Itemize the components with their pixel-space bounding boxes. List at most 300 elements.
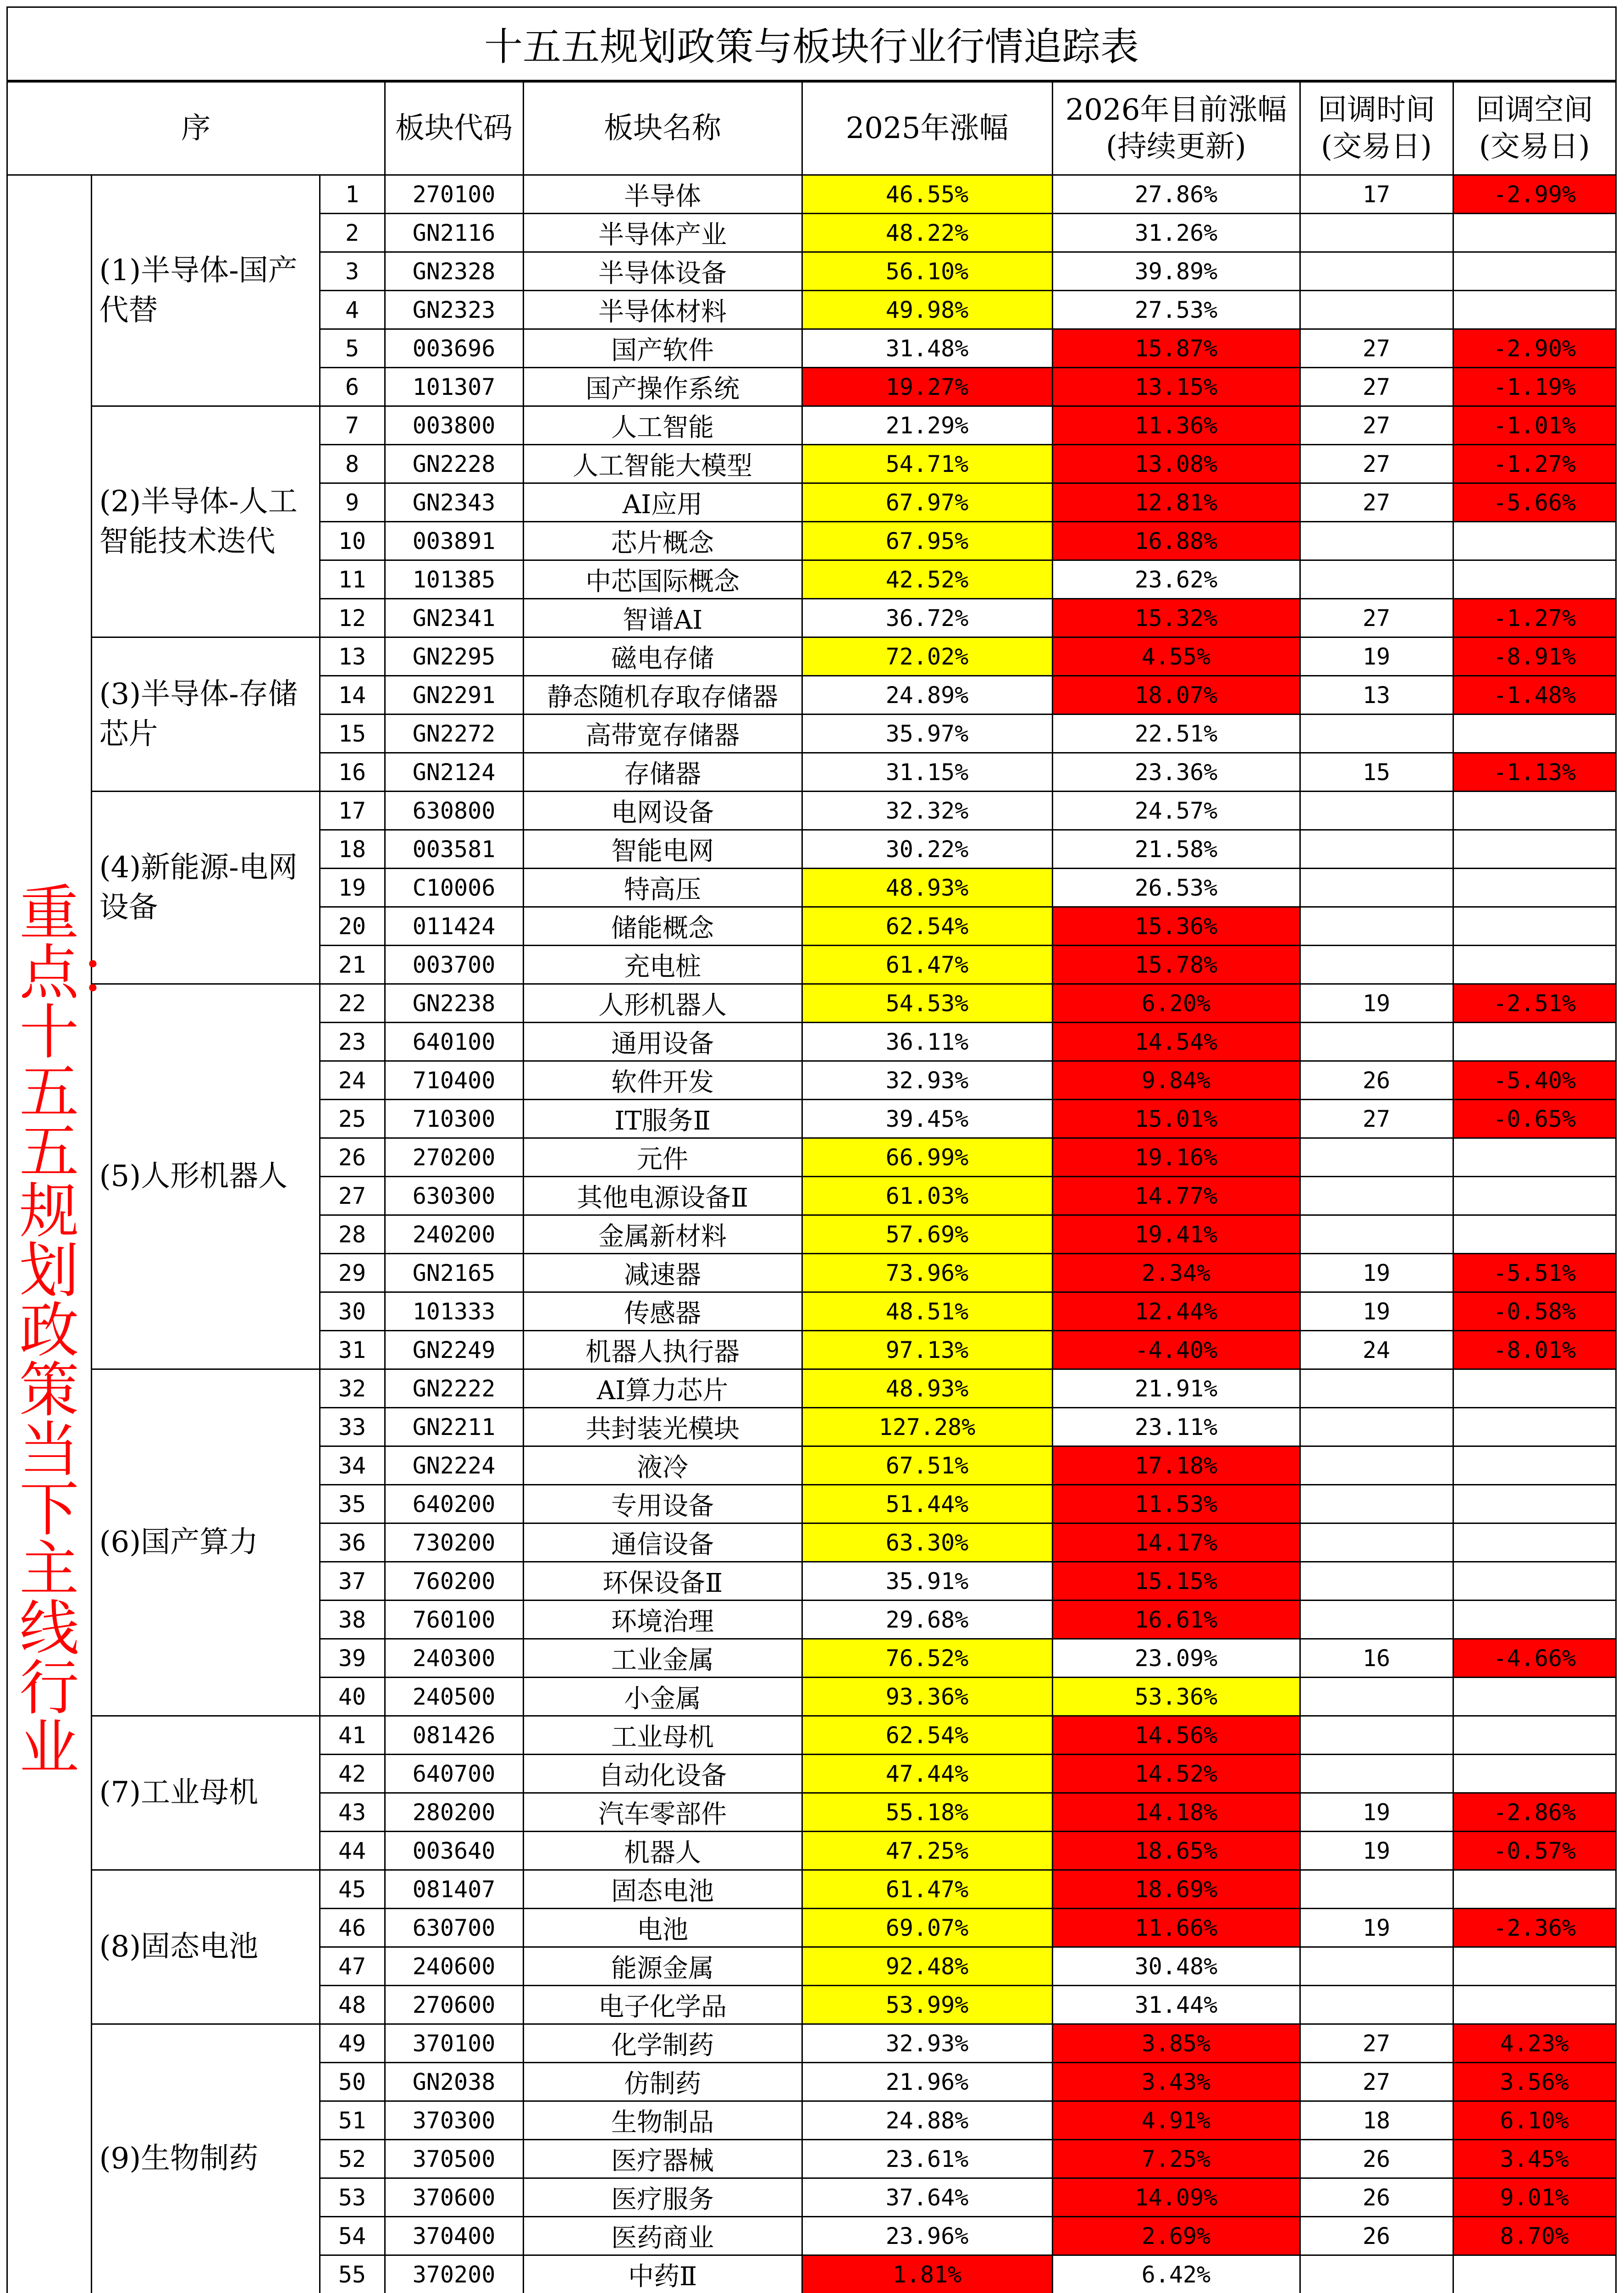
table-body xyxy=(8,175,1615,2293)
sector-code: 760100 xyxy=(385,1601,523,1639)
pullback-days xyxy=(1300,907,1453,946)
row-number: 44 xyxy=(320,1832,385,1870)
pullback-space: -2.51% xyxy=(1453,984,1615,1023)
pullback-days xyxy=(1300,522,1453,560)
pullback-days: 27 xyxy=(1300,2024,1453,2063)
sector-code: 240500 xyxy=(385,1678,523,1716)
gain-2025: 93.36% xyxy=(802,1678,1052,1716)
sector-code: C10006 xyxy=(385,869,523,907)
row-number: 35 xyxy=(320,1485,385,1523)
header-code: 板块代码 xyxy=(385,82,523,175)
gain-2026: 16.61% xyxy=(1052,1601,1300,1639)
row-number: 34 xyxy=(320,1446,385,1485)
row-number: 36 xyxy=(320,1523,385,1562)
sheet-title: 十五五规划政策与板块行业行情追踪表 xyxy=(8,8,1615,81)
gain-2026: 15.01% xyxy=(1052,1100,1300,1138)
sector-name: 人工智能大模型 xyxy=(523,445,802,483)
pullback-days xyxy=(1300,560,1453,599)
sector-name: 生物制品 xyxy=(523,2101,802,2140)
gain-2025: 24.89% xyxy=(802,676,1052,714)
pullback-space: -2.36% xyxy=(1453,1909,1615,1947)
sector-code: 370300 xyxy=(385,2101,523,2140)
gain-2025: 47.25% xyxy=(802,1832,1052,1870)
pullback-days xyxy=(1300,792,1453,830)
pullback-days xyxy=(1300,1716,1453,1755)
row-number: 22 xyxy=(320,984,385,1023)
sector-code: 640100 xyxy=(385,1023,523,1061)
row-number: 15 xyxy=(320,714,385,753)
gain-2026: 6.20% xyxy=(1052,984,1300,1023)
pullback-space: -5.51% xyxy=(1453,1254,1615,1292)
gain-2025: 53.99% xyxy=(802,1986,1052,2024)
gain-2025: 67.97% xyxy=(802,483,1052,522)
gain-2025: 32.93% xyxy=(802,1061,1052,1100)
header-pullback-days-line2: (交易日) xyxy=(1321,130,1432,164)
pullback-space xyxy=(1453,1446,1615,1485)
sector-code: 011424 xyxy=(385,907,523,946)
gain-2026: 11.66% xyxy=(1052,1909,1300,1947)
gain-2025: 32.32% xyxy=(802,792,1052,830)
sector-code: GN2228 xyxy=(385,445,523,483)
row-number: 54 xyxy=(320,2217,385,2255)
pullback-space xyxy=(1453,2255,1615,2293)
table-row xyxy=(8,175,1615,214)
gain-2026: 4.55% xyxy=(1052,637,1300,676)
row-number: 42 xyxy=(320,1755,385,1793)
gain-2025: 76.52% xyxy=(802,1639,1052,1678)
sector-code: 270100 xyxy=(385,175,523,214)
sector-name: 机器人 xyxy=(523,1832,802,1870)
pullback-space xyxy=(1453,1986,1615,2024)
sector-name: 国产操作系统 xyxy=(523,368,802,406)
row-number: 30 xyxy=(320,1292,385,1331)
pullback-days: 26 xyxy=(1300,2140,1453,2178)
row-number: 38 xyxy=(320,1601,385,1639)
pullback-days: 27 xyxy=(1300,445,1453,483)
pullback-days xyxy=(1300,1523,1453,1562)
gain-2025: 61.03% xyxy=(802,1177,1052,1215)
tracking-sheet xyxy=(6,6,1617,2293)
gain-2025: 54.71% xyxy=(802,445,1052,483)
sector-name: 通用设备 xyxy=(523,1023,802,1061)
pullback-days xyxy=(1300,1601,1453,1639)
gain-2026: 14.77% xyxy=(1052,1177,1300,1215)
gain-2025: 21.96% xyxy=(802,2063,1052,2101)
row-number: 43 xyxy=(320,1793,385,1832)
sector-name: 通信设备 xyxy=(523,1523,802,1562)
gain-2025: 19.27% xyxy=(802,368,1052,406)
pullback-space: -4.66% xyxy=(1453,1639,1615,1678)
row-number: 32 xyxy=(320,1369,385,1408)
pullback-days: 19 xyxy=(1300,1832,1453,1870)
pullback-days: 18 xyxy=(1300,2101,1453,2140)
pullback-days: 27 xyxy=(1300,599,1453,637)
pullback-space: -8.91% xyxy=(1453,637,1615,676)
sector-name: 其他电源设备Ⅱ xyxy=(523,1177,802,1215)
pullback-days: 19 xyxy=(1300,637,1453,676)
row-number: 41 xyxy=(320,1716,385,1755)
row-number: 25 xyxy=(320,1100,385,1138)
sector-code: 240200 xyxy=(385,1215,523,1254)
gain-2025: 67.95% xyxy=(802,522,1052,560)
row-number: 4 xyxy=(320,291,385,329)
sector-code: GN2038 xyxy=(385,2063,523,2101)
pullback-space xyxy=(1453,252,1615,291)
pullback-space xyxy=(1453,1408,1615,1446)
pullback-space: -2.99% xyxy=(1453,175,1615,214)
gain-2025: 92.48% xyxy=(802,1947,1052,1986)
gain-2026: 15.15% xyxy=(1052,1562,1300,1601)
gain-2025: 56.10% xyxy=(802,252,1052,291)
pullback-days: 19 xyxy=(1300,1793,1453,1832)
pullback-space: -0.58% xyxy=(1453,1292,1615,1331)
row-number: 39 xyxy=(320,1639,385,1678)
pullback-days: 27 xyxy=(1300,1100,1453,1138)
pullback-space xyxy=(1453,1023,1615,1061)
gain-2026: 21.91% xyxy=(1052,1369,1300,1408)
gain-2026: 18.65% xyxy=(1052,1832,1300,1870)
sector-name: 液冷 xyxy=(523,1446,802,1485)
table-row xyxy=(8,984,1615,1023)
gain-2026: 14.52% xyxy=(1052,1755,1300,1793)
row-number: 45 xyxy=(320,1870,385,1909)
side-label-text: 重点：十五五规划政策当下主线行业 xyxy=(19,878,139,1783)
header-gain-2026-line2: (持续更新) xyxy=(1106,130,1246,164)
row-number: 52 xyxy=(320,2140,385,2178)
pullback-space: 4.23% xyxy=(1453,2024,1615,2063)
sector-name: 高带宽存储器 xyxy=(523,714,802,753)
pullback-space: -5.40% xyxy=(1453,1061,1615,1100)
sector-code: 280200 xyxy=(385,1793,523,1832)
pullback-space: -8.01% xyxy=(1453,1331,1615,1369)
pullback-days xyxy=(1300,869,1453,907)
pullback-space xyxy=(1453,560,1615,599)
sector-name: 人形机器人 xyxy=(523,984,802,1023)
pullback-space xyxy=(1453,1755,1615,1793)
pullback-space xyxy=(1453,714,1615,753)
sector-name: 存储器 xyxy=(523,753,802,792)
pullback-days: 15 xyxy=(1300,753,1453,792)
sector-code: 003700 xyxy=(385,946,523,984)
pullback-space: -0.65% xyxy=(1453,1100,1615,1138)
pullback-space xyxy=(1453,1716,1615,1755)
pullback-days: 27 xyxy=(1300,406,1453,445)
sector-code: GN2224 xyxy=(385,1446,523,1485)
gain-2026: 9.84% xyxy=(1052,1061,1300,1100)
gain-2026: 3.85% xyxy=(1052,2024,1300,2063)
sector-name: 小金属 xyxy=(523,1678,802,1716)
header-gain-2026-line1: 2026年目前涨幅 xyxy=(1065,93,1287,127)
pullback-days: 19 xyxy=(1300,984,1453,1023)
row-number: 50 xyxy=(320,2063,385,2101)
gain-2026: 15.36% xyxy=(1052,907,1300,946)
sector-name: 环保设备Ⅱ xyxy=(523,1562,802,1601)
pullback-days xyxy=(1300,714,1453,753)
sector-code: GN2291 xyxy=(385,676,523,714)
gain-2026: 27.86% xyxy=(1052,175,1300,214)
pullback-days xyxy=(1300,1562,1453,1601)
sector-name: 医疗器械 xyxy=(523,2140,802,2178)
pullback-days xyxy=(1300,1870,1453,1909)
row-number: 3 xyxy=(320,252,385,291)
pullback-days xyxy=(1300,1446,1453,1485)
gain-2025: 61.47% xyxy=(802,946,1052,984)
pullback-days: 26 xyxy=(1300,2217,1453,2255)
pullback-space xyxy=(1453,869,1615,907)
gain-2025: 36.72% xyxy=(802,599,1052,637)
group-label: (1)半导体-国产代替 xyxy=(91,175,320,406)
sector-code: GN2295 xyxy=(385,637,523,676)
row-number: 5 xyxy=(320,329,385,368)
pullback-space: 3.45% xyxy=(1453,2140,1615,2178)
gain-2025: 32.93% xyxy=(802,2024,1052,2063)
sector-name: 储能概念 xyxy=(523,907,802,946)
sector-name: 半导体材料 xyxy=(523,291,802,329)
pullback-days xyxy=(1300,1215,1453,1254)
gain-2026: 19.41% xyxy=(1052,1215,1300,1254)
group-label: (4)新能源-电网设备 xyxy=(91,792,320,984)
pullback-days: 26 xyxy=(1300,2178,1453,2217)
sector-name: 磁电存储 xyxy=(523,637,802,676)
row-number: 21 xyxy=(320,946,385,984)
row-number: 37 xyxy=(320,1562,385,1601)
row-number: 16 xyxy=(320,753,385,792)
group-label: (9)生物制药 xyxy=(91,2024,320,2293)
sector-code: 003800 xyxy=(385,406,523,445)
pullback-space: -5.66% xyxy=(1453,483,1615,522)
sector-name: 环境治理 xyxy=(523,1601,802,1639)
sector-name: 中药Ⅱ xyxy=(523,2255,802,2293)
row-number: 14 xyxy=(320,676,385,714)
pullback-space: -1.01% xyxy=(1453,406,1615,445)
pullback-space xyxy=(1453,1485,1615,1523)
pullback-space xyxy=(1453,214,1615,252)
sector-code: GN2222 xyxy=(385,1369,523,1408)
header-pullback-days xyxy=(1300,82,1453,175)
pullback-space xyxy=(1453,907,1615,946)
row-number: 17 xyxy=(320,792,385,830)
gain-2026: 11.36% xyxy=(1052,406,1300,445)
gain-2026: 53.36% xyxy=(1052,1678,1300,1716)
sector-code: 003640 xyxy=(385,1832,523,1870)
gain-2025: 29.68% xyxy=(802,1601,1052,1639)
gain-2025: 48.93% xyxy=(802,1369,1052,1408)
table-row xyxy=(8,2024,1615,2063)
gain-2025: 46.55% xyxy=(802,175,1052,214)
gain-2025: 72.02% xyxy=(802,637,1052,676)
pullback-days: 17 xyxy=(1300,175,1453,214)
gain-2025: 23.96% xyxy=(802,2217,1052,2255)
gain-2025: 21.29% xyxy=(802,406,1052,445)
row-number: 11 xyxy=(320,560,385,599)
sector-code: GN2323 xyxy=(385,291,523,329)
gain-2025: 62.54% xyxy=(802,907,1052,946)
pullback-space xyxy=(1453,1369,1615,1408)
gain-2025: 48.93% xyxy=(802,869,1052,907)
gain-2026: 23.11% xyxy=(1052,1408,1300,1446)
sector-code: GN2165 xyxy=(385,1254,523,1292)
pullback-space xyxy=(1453,1601,1615,1639)
row-number: 20 xyxy=(320,907,385,946)
gain-2025: 57.69% xyxy=(802,1215,1052,1254)
sector-code: 270600 xyxy=(385,1986,523,2024)
pullback-space xyxy=(1453,1562,1615,1601)
row-number: 1 xyxy=(320,175,385,214)
gain-2026: 31.44% xyxy=(1052,1986,1300,2024)
pullback-space: 8.70% xyxy=(1453,2217,1615,2255)
gain-2026: 14.18% xyxy=(1052,1793,1300,1832)
gain-2026: 23.36% xyxy=(1052,753,1300,792)
group-label: (7)工业母机 xyxy=(91,1716,320,1870)
pullback-days xyxy=(1300,1678,1453,1716)
sector-name: 电子化学品 xyxy=(523,1986,802,2024)
pullback-space xyxy=(1453,1523,1615,1562)
sector-name: 汽车零部件 xyxy=(523,1793,802,1832)
pullback-space xyxy=(1453,1177,1615,1215)
sector-code: 370600 xyxy=(385,2178,523,2217)
row-number: 23 xyxy=(320,1023,385,1061)
gain-2026: 21.58% xyxy=(1052,830,1300,869)
sector-code: 003696 xyxy=(385,329,523,368)
gain-2026: 14.17% xyxy=(1052,1523,1300,1562)
sector-code: 370400 xyxy=(385,2217,523,2255)
sector-name: 自动化设备 xyxy=(523,1755,802,1793)
pullback-space xyxy=(1453,830,1615,869)
gain-2025: 30.22% xyxy=(802,830,1052,869)
sector-code: GN2272 xyxy=(385,714,523,753)
gain-2026: 14.54% xyxy=(1052,1023,1300,1061)
sector-name: 金属新材料 xyxy=(523,1215,802,1254)
sector-name: 共封装光模块 xyxy=(523,1408,802,1446)
gain-2025: 127.28% xyxy=(802,1408,1052,1446)
sector-code: 101333 xyxy=(385,1292,523,1331)
sector-name: AI算力芯片 xyxy=(523,1369,802,1408)
row-number: 33 xyxy=(320,1408,385,1446)
pullback-space: -1.48% xyxy=(1453,676,1615,714)
gain-2025: 48.51% xyxy=(802,1292,1052,1331)
sector-code: 370500 xyxy=(385,2140,523,2178)
pullback-days xyxy=(1300,1947,1453,1986)
row-number: 47 xyxy=(320,1947,385,1986)
gain-2026: 19.16% xyxy=(1052,1138,1300,1177)
sector-code: GN2249 xyxy=(385,1331,523,1369)
pullback-days xyxy=(1300,1369,1453,1408)
gain-2026: 17.18% xyxy=(1052,1446,1300,1485)
row-number: 28 xyxy=(320,1215,385,1254)
pullback-space: 6.10% xyxy=(1453,2101,1615,2140)
row-number: 31 xyxy=(320,1331,385,1369)
gain-2026: 16.88% xyxy=(1052,522,1300,560)
pullback-space xyxy=(1453,1138,1615,1177)
gain-2026: 13.15% xyxy=(1052,368,1300,406)
sector-name: 电网设备 xyxy=(523,792,802,830)
header-row xyxy=(8,82,1615,175)
sector-code: 370100 xyxy=(385,2024,523,2063)
sector-name: 工业母机 xyxy=(523,1716,802,1755)
sector-name: 特高压 xyxy=(523,869,802,907)
sector-name: 医药商业 xyxy=(523,2217,802,2255)
row-number: 12 xyxy=(320,599,385,637)
sector-name: 半导体产业 xyxy=(523,214,802,252)
pullback-days: 19 xyxy=(1300,1909,1453,1947)
header-pullback-space xyxy=(1453,82,1615,175)
pullback-days xyxy=(1300,1408,1453,1446)
pullback-days xyxy=(1300,2255,1453,2293)
pullback-space xyxy=(1453,291,1615,329)
tracking-table xyxy=(8,81,1615,2293)
sector-code: 003581 xyxy=(385,830,523,869)
header-gain-2026 xyxy=(1052,82,1300,175)
pullback-days: 27 xyxy=(1300,329,1453,368)
gain-2025: 35.91% xyxy=(802,1562,1052,1601)
gain-2025: 51.44% xyxy=(802,1485,1052,1523)
gain-2026: 26.53% xyxy=(1052,869,1300,907)
pullback-days: 24 xyxy=(1300,1331,1453,1369)
pullback-space: -1.27% xyxy=(1453,445,1615,483)
sector-code: GN2328 xyxy=(385,252,523,291)
gain-2025: 31.48% xyxy=(802,329,1052,368)
gain-2025: 69.07% xyxy=(802,1909,1052,1947)
gain-2026: 18.69% xyxy=(1052,1870,1300,1909)
gain-2026: 7.25% xyxy=(1052,2140,1300,2178)
sector-code: 760200 xyxy=(385,1562,523,1601)
pullback-days: 19 xyxy=(1300,1292,1453,1331)
gain-2025: 49.98% xyxy=(802,291,1052,329)
sector-name: 半导体设备 xyxy=(523,252,802,291)
gain-2026: -4.40% xyxy=(1052,1331,1300,1369)
gain-2026: 2.69% xyxy=(1052,2217,1300,2255)
row-number: 6 xyxy=(320,368,385,406)
sector-name: 机器人执行器 xyxy=(523,1331,802,1369)
gain-2026: 18.07% xyxy=(1052,676,1300,714)
pullback-days: 13 xyxy=(1300,676,1453,714)
sector-code: GN2116 xyxy=(385,214,523,252)
sector-name: 半导体 xyxy=(523,175,802,214)
group-label: (2)半导体-人工智能技术迭代 xyxy=(91,406,320,637)
sector-code: GN2211 xyxy=(385,1408,523,1446)
pullback-days xyxy=(1300,291,1453,329)
gain-2025: 63.30% xyxy=(802,1523,1052,1562)
gain-2026: 15.78% xyxy=(1052,946,1300,984)
gain-2026: 23.09% xyxy=(1052,1639,1300,1678)
sector-name: 工业金属 xyxy=(523,1639,802,1678)
gain-2025: 35.97% xyxy=(802,714,1052,753)
table-row xyxy=(8,406,1615,445)
group-label: (5)人形机器人 xyxy=(91,984,320,1369)
header-pullback-space-line1: 回调空间 xyxy=(1475,93,1593,127)
row-number: 2 xyxy=(320,214,385,252)
gain-2026: 24.57% xyxy=(1052,792,1300,830)
header-gain-2025: 2025年涨幅 xyxy=(802,82,1052,175)
row-number: 55 xyxy=(320,2255,385,2293)
pullback-space: -1.19% xyxy=(1453,368,1615,406)
row-number: 53 xyxy=(320,2178,385,2217)
sector-name: 智谱AI xyxy=(523,599,802,637)
sector-code: 710300 xyxy=(385,1100,523,1138)
row-number: 40 xyxy=(320,1678,385,1716)
sector-code: GN2343 xyxy=(385,483,523,522)
pullback-days: 27 xyxy=(1300,2063,1453,2101)
gain-2025: 97.13% xyxy=(802,1331,1052,1369)
pullback-days: 16 xyxy=(1300,1639,1453,1678)
sector-name: 电池 xyxy=(523,1909,802,1947)
sector-name: 充电桩 xyxy=(523,946,802,984)
row-number: 46 xyxy=(320,1909,385,1947)
row-number: 13 xyxy=(320,637,385,676)
gain-2025: 61.47% xyxy=(802,1870,1052,1909)
pullback-space xyxy=(1453,1215,1615,1254)
pullback-space: -2.90% xyxy=(1453,329,1615,368)
